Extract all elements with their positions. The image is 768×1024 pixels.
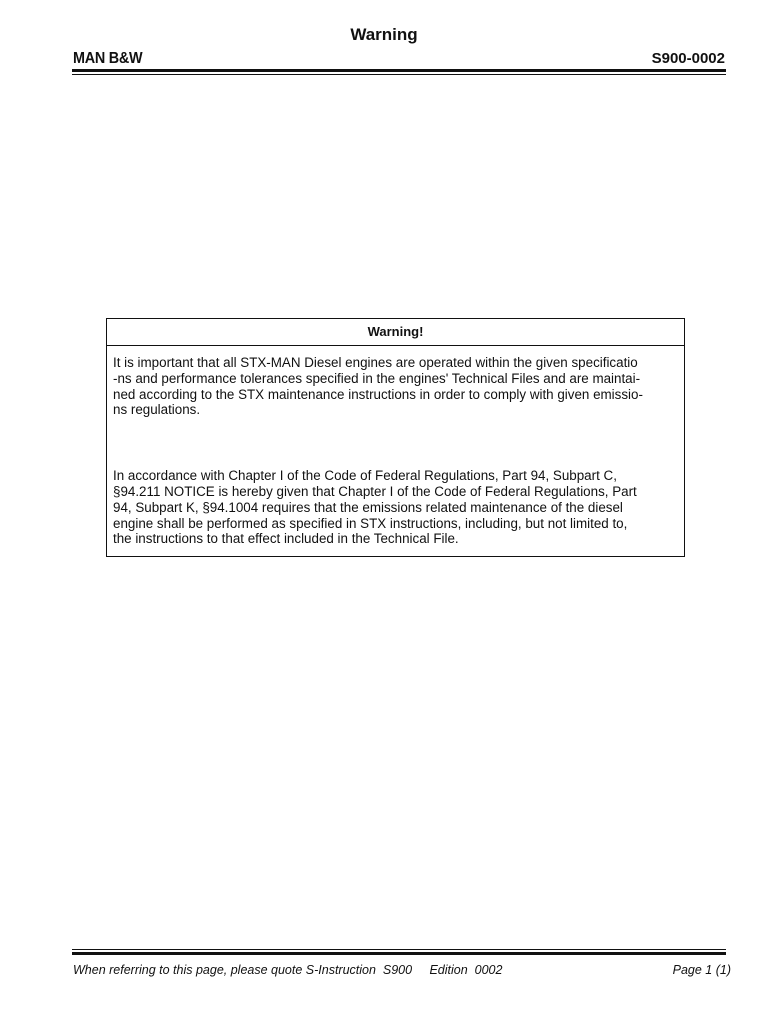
warning-box	[106, 318, 685, 557]
footer-page-number: Page 1 (1)	[672, 963, 731, 977]
warning-paragraph-compliance: It is important that all STX-MAN Diesel engines are operated within the given specificatio -ns and performance tolerances specified in the engines' Technical Files and are maintai- ned according to the STX maintenance instructions in order to comply with given emissio- ns regulations.	[113, 355, 643, 418]
warning-box-heading: Warning!	[107, 319, 684, 346]
page-title: Warning	[350, 25, 418, 44]
document-number: S900-0002	[651, 50, 725, 67]
footer-rule-thick	[72, 952, 726, 955]
header-rule-thick	[72, 69, 726, 72]
footer-rule-thin	[72, 949, 726, 950]
header-rule-thin	[72, 74, 726, 75]
footer-reference-note: When referring to this page, please quote S-Instruction S900 Edition 0002	[73, 963, 503, 977]
brand-name: MAN B&W	[73, 50, 143, 67]
warning-box-body	[107, 346, 684, 556]
warning-paragraph-federal-regulations: In accordance with Chapter I of the Code of Federal Regulations, Part 94, Subpart C, §94.211 NOTICE is hereby given that Chapter I of the Code of Federal Regulations, Part 94, Subpart K, §94.1004 requires that the emissions related maintenance of the diesel engine shall be performed as specified in STX instructions, including, but not limited to, the instructions to that effect included in the Technical File.	[113, 468, 637, 547]
